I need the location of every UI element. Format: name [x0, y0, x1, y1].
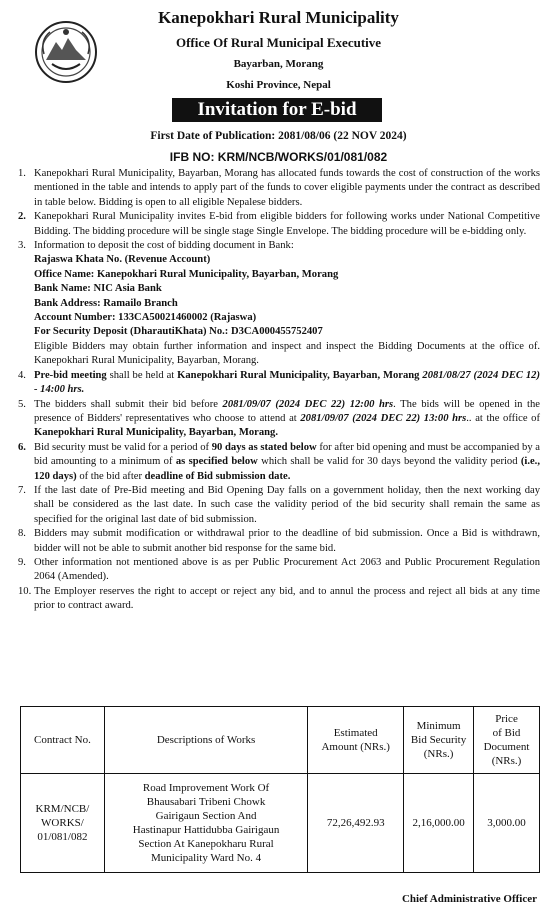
- item-number: 2.: [18, 211, 26, 223]
- notice-title: Invitation for E-bid: [172, 98, 382, 122]
- item-text: which shall be valid for 30 days beyond the validity period: [257, 456, 521, 468]
- header-label: Contract No.: [34, 734, 91, 746]
- cell-text: KRM/NCB/: [35, 803, 90, 815]
- bid-amount-note: as specified below: [175, 456, 258, 468]
- table-header-row: [21, 707, 540, 774]
- item-number: 1.: [18, 168, 26, 179]
- item-number: 7.: [18, 484, 26, 496]
- opening-venue: Kanepokhari Rural Municipality, Bayarban, Morang.: [34, 427, 278, 439]
- publication-date: First Date of Publication: 2081/08/06 (22 NOV 2024): [150, 130, 407, 142]
- item-text: for after bid opening and must be accompanied by a bid amounting to a minimum of: [34, 441, 540, 468]
- header-label: Descriptions of Works: [156, 734, 256, 746]
- item-text: The Employer reserves the right to accept or reject any bid, and to annul the process and reject all bids at any time prior to contract award.: [34, 585, 540, 612]
- notice-body: [18, 167, 540, 614]
- pre-bid-date: 2081/08/27 (2024 DEC 12) - 14:00 hrs.: [34, 369, 540, 396]
- cell-description: [104, 774, 307, 873]
- list-item: [18, 527, 540, 556]
- security-deposit-account: For Security Deposit (DharautiKhata) No.: D3CA000455752407: [34, 326, 323, 338]
- cell-text: 01/081/082: [37, 831, 88, 843]
- deadline-note: deadline of Bid submission date.: [144, 470, 291, 482]
- item-text: .. at the office of: [466, 412, 541, 424]
- list-item: [18, 484, 540, 527]
- header-label: Document: [483, 741, 530, 753]
- cell-min-bid-security: [404, 774, 474, 873]
- pre-bid-venue: Kanepokhari Rural Municipality, Bayarban, Morang: [177, 369, 420, 381]
- item-text: Kanepokhari Rural Municipality, Bayarban, Morang has allocated funds towards the cost of construction of the works mentioned in the table and intends to apply part of the funds to cover eligible payments under the contract as described in table below. Bidding is open to all eligible Nepalese bidders.: [34, 168, 540, 208]
- item-text: The bidders shall submit their bid before: [34, 398, 223, 410]
- header-estimated-amount: [308, 707, 404, 774]
- account-number: Account Number: 133CA50021460002 (Rajaswa): [34, 312, 257, 324]
- pre-bid-label: Pre-bid meeting: [34, 369, 107, 381]
- header-label: Amount (NRs.): [321, 741, 390, 753]
- item-text: Bid security must be valid for a period of: [34, 441, 212, 453]
- address-line-2: Koshi Province, Nepal: [226, 79, 331, 91]
- header-description: [104, 707, 307, 774]
- cell-text: Hastinapur Hattidubba Gairigaun: [132, 824, 280, 836]
- header-label: Price: [495, 713, 518, 725]
- signature-title: Chief Administrative Officer: [401, 893, 537, 905]
- list-item: [18, 210, 540, 239]
- list-item: [18, 398, 540, 441]
- cell-text: Road Improvement Work Of: [142, 782, 270, 794]
- item-number: 9.: [18, 556, 26, 568]
- bid-table: [20, 706, 540, 873]
- item-number: 5.: [18, 398, 26, 410]
- table-row: [21, 774, 540, 873]
- extended-validity: (i.e., 120 days): [34, 456, 540, 482]
- header-label: (NRs.): [491, 755, 522, 767]
- cell-contract-no: [21, 774, 105, 873]
- bank-name: Bank Name: NIC Asia Bank: [34, 283, 162, 295]
- item-number: 8.: [18, 528, 26, 540]
- list-item: [18, 441, 540, 484]
- header-label: (NRs.): [423, 748, 454, 760]
- item-text: Kanepokhari Rural Municipality invites E-bid from eligible bidders for following works under National Competitive Bidding. The bidding procedure will be single stage Single Envelope. The bidding procedure will be e-bidding only.: [34, 211, 540, 237]
- cell-document-price: [474, 774, 540, 873]
- document-inspection-note: Eligible Bidders may obtain further information and inspect and inspect the Bidding Documents at the office of. Kanepokhari Rural Municipality, Bayarban, Morang.: [34, 340, 540, 367]
- item-number: 3.: [18, 240, 26, 252]
- item-number: 6.: [18, 441, 26, 453]
- header-label: Estimated: [333, 727, 378, 739]
- header-min-bid-security: [404, 707, 474, 774]
- submission-deadline: 2081/09/07 (2024 DEC 22) 12:00 hrs: [222, 398, 394, 410]
- bank-address: Bank Address: Ramailo Branch: [34, 297, 178, 309]
- cell-text: Bhausabari Tribeni Chowk: [146, 796, 266, 808]
- opening-date: 2081/09/07 (2024 DEC 22) 13:00 hrs: [300, 412, 467, 424]
- header-label: Bid Security: [410, 734, 467, 746]
- cell-text: 3,000.00: [487, 817, 526, 829]
- item-number: 4.: [18, 369, 26, 381]
- bank-office-name: Office Name: Kanepokhari Rural Municipality, Bayarban, Morang: [34, 268, 339, 280]
- header-label: Minimum: [416, 720, 461, 732]
- item-text: shall be held at: [106, 369, 178, 381]
- item-text: Bidders may submit modification or withdrawal prior to the deadline of bid submission. Once a Bid is withdrawn, bidder will not be able to submit another bid response for the same bid.: [34, 528, 540, 554]
- org-name: Kanepokhari Rural Municipality: [158, 8, 399, 27]
- header-document-price: [474, 707, 540, 774]
- item-text: If the last date of Pre-Bid meeting and Bid Opening Day falls on a government holiday, then the next working day shall be considered as the last date. In such case the validity period of the bid security shall remain the same as specified for the original last date of bid submission.: [34, 484, 540, 525]
- header-label: of Bid: [492, 727, 521, 739]
- cell-text: Municipality Ward No. 4: [151, 852, 262, 864]
- cell-text: WORKS/: [41, 817, 84, 829]
- list-item: [18, 556, 540, 585]
- header-contract-no: [21, 707, 105, 774]
- validity-period: 90 days as stated below: [211, 441, 317, 453]
- cell-text: Gairigaun Section And: [155, 810, 257, 822]
- cell-text: 2,16,000.00: [412, 817, 465, 829]
- ifb-number: IFB NO: KRM/NCB/WORKS/01/081/082: [169, 150, 388, 164]
- revenue-account: Rajaswa Khata No. (Revenue Account): [34, 254, 211, 266]
- list-item: [18, 585, 540, 614]
- item-text: . The bids will be opened in the presence of Bidders' representatives who choose to attend at: [34, 398, 540, 424]
- item-number: 10.: [18, 585, 32, 597]
- cell-estimated-amount: [308, 774, 404, 873]
- nepal-emblem-icon: [34, 20, 98, 84]
- item-text: of the bid after: [76, 470, 145, 482]
- cell-text: Section At Kanepokharu Rural: [138, 838, 274, 850]
- list-item: [18, 239, 540, 369]
- cell-text: 72,26,492.93: [326, 817, 385, 829]
- list-item: [18, 369, 540, 398]
- bank-intro: Information to deposit the cost of bidding document in Bank:: [34, 240, 294, 252]
- list-item: [18, 167, 540, 210]
- office-name: Office Of Rural Municipal Executive: [175, 35, 382, 50]
- address-line-1: Bayarban, Morang: [233, 58, 324, 70]
- item-text: Other information not mentioned above is as per Public Procurement Act 2063 and Public Procurement Regulation 2064 (Amended).: [34, 556, 540, 583]
